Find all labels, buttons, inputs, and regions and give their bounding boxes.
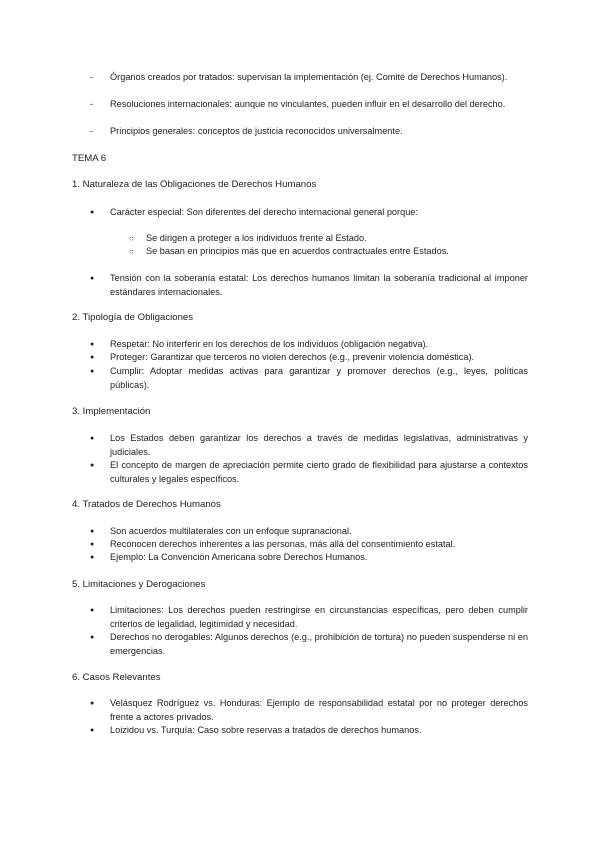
bullet-marker: ●	[90, 607, 95, 614]
bullet-marker: ●	[90, 275, 95, 282]
bullet-marker: ●	[90, 209, 95, 216]
bullet-marker: ●	[90, 700, 95, 707]
sub-bullet-marker: ○	[129, 247, 134, 256]
bullet-marker: ●	[90, 368, 95, 375]
list-item: El concepto de margen de apreciación permite cierto grado de flexibilidad para ajustarse a contextos culturales y legales específicos.	[110, 460, 528, 484]
list-item: Se dirigen a proteger a los individuos frente al Estado.	[146, 233, 367, 243]
sub-bullet-marker: ○	[129, 234, 134, 243]
list-item: Los Estados deben garantizar los derechos a través de medidas legislativas, administrativas y judiciales.	[110, 433, 528, 457]
list-item: Reconocen derechos inherentes a las personas, más allá del consentimiento estatal.	[110, 539, 456, 549]
section-heading: 5. Limitaciones y Derogaciones	[72, 579, 206, 590]
list-item: Tensión con la soberanía estatal: Los derechos humanos limitan la soberanía tradicional al imponer estándares internacionales.	[110, 273, 528, 297]
section-heading: 1. Naturaleza de las Obligaciones de Derechos Humanos	[72, 179, 317, 190]
list-item: Proteger: Garantizar que terceros no violen derechos (e.g., prevenir violencia doméstica).	[110, 352, 475, 362]
list-item: Ejemplo: La Convención Americana sobre Derechos Humanos.	[110, 552, 368, 562]
bullet-marker: ●	[90, 462, 95, 469]
list-item: Órganos creados por tratados: supervisan la implementación (ej. Comité de Derechos Humanos).	[110, 72, 508, 82]
list-item: Velásquez Rodríguez vs. Honduras: Ejemplo de responsabilidad estatal por no proteger derechos frente a actores privados.	[110, 698, 528, 722]
bullet-marker: ●	[90, 528, 95, 535]
list-item: Son acuerdos multilaterales con un enfoque supranacional.	[110, 526, 352, 536]
list-marker: -	[90, 72, 93, 82]
list-item: Respetar: No interferir en los derechos de los individuos (obligación negativa).	[110, 339, 429, 349]
list-item: Principios generales: conceptos de justicia reconocidos universalmente.	[110, 126, 403, 136]
bullet-marker: ●	[90, 541, 95, 548]
bullet-marker: ●	[90, 354, 95, 361]
bullet-marker: ●	[90, 727, 95, 734]
list-item: Se basan en principios más que en acuerdos contractuales entre Estados.	[146, 246, 449, 256]
list-marker: -	[90, 126, 93, 136]
section-heading: 2. Tipología de Obligaciones	[72, 312, 194, 323]
list-item: Loizidou vs. Turquía: Caso sobre reservas a tratados de derechos humanos.	[110, 725, 422, 735]
bullet-marker: ●	[90, 554, 95, 561]
list-item: Carácter especial: Son diferentes del derecho internacional general porque:	[110, 207, 418, 217]
list-item: Limitaciones: Los derechos pueden restringirse en circunstancias específicas, pero deben cumplir criterios de legalidad, legitimidad y necesidad.	[110, 605, 528, 629]
section-heading: 6. Casos Relevantes	[72, 672, 161, 683]
list-item: Cumplir: Adoptar medidas activas para garantizar y promover derechos (e.g., leyes, políticas públicas).	[110, 366, 528, 390]
list-item: Derechos no derogables: Algunos derechos (e.g., prohibición de tortura) no pueden suspenderse ni en emergencias.	[110, 632, 528, 656]
bullet-marker: ●	[90, 634, 95, 641]
list-item: Resoluciones internacionales: aunque no vinculantes, pueden influir en el desarrollo del derecho.	[110, 99, 506, 109]
list-marker: -	[90, 99, 93, 109]
section-heading: 3. Implementación	[72, 406, 151, 417]
tema-title: TEMA 6	[72, 153, 107, 164]
bullet-marker: ●	[90, 435, 95, 442]
bullet-marker: ●	[90, 341, 95, 348]
section-heading: 4. Tratados de Derechos Humanos	[72, 499, 221, 510]
